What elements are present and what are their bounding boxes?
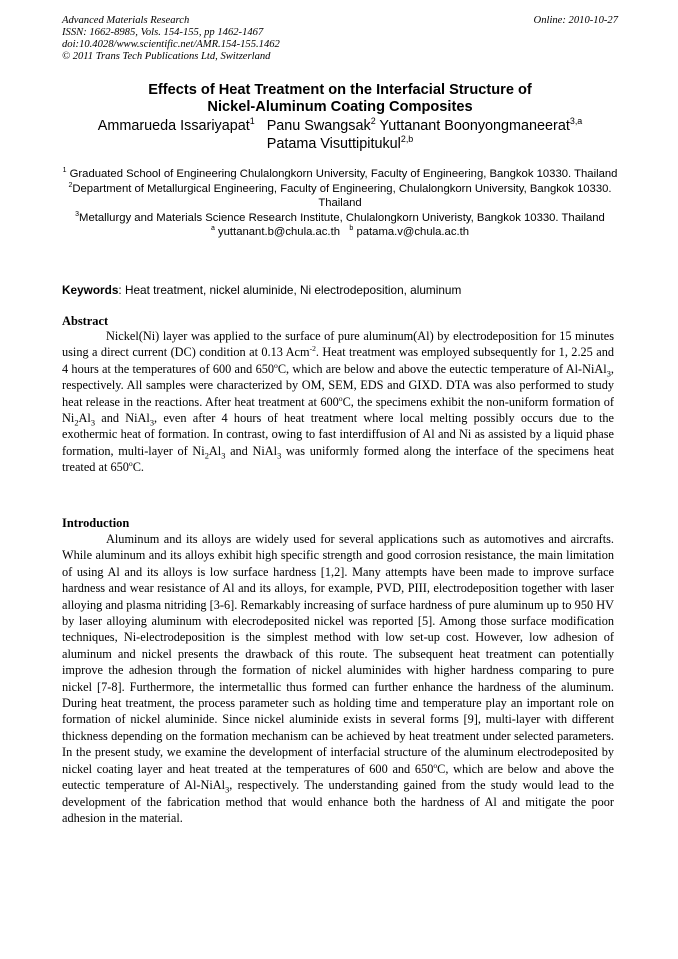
journal-header bbox=[62, 15, 618, 63]
text-run: Aluminum and its alloys are widely used for several applications such as automotives and aircrafts. While aluminum and its alloys exhibit high specific strength and good corrosion resistance, the main limitation of using Al and its alloys is low surface hardness [1,2]. Many attempts have been made to improve surface hardness and wear resistance of Al and its alloys, for example, PVD, PIII, electrodeposition together with laser alloying and plasma nitriding [3-6]. Remarkably increasing of surface hardness of pure aluminum up to 950 HV by laser alloying aluminum with elecrodeposited nickel was reported [5]. Among those surface modification techniques, Ni-electrodeposition is the simplest method with low set-up cost. However, low adhesion of aluminum and nickel presents the drawback of this route. The subsequent heat treatment can potentially improve the adhesion through the formation of nickel aluminides with higher hardness comparing to pure nickel [7-8]. Furthermore, the intermetallic thus formed can further enhance the hardness of the aluminum. During heat treatment, the process parameter such as holding time and temperature play an important role on formation of nickel aluminide. Since nickel aluminide exists in several forms [9], multi-layer with different thickness depending on the formation mechanism can be achieved by heat treatment under selected parameters. In the present study, we examine the development of interfacial structure of the aluminum electrodeposited by nickel coating layer and heat treated at the temperatures of 600 and 650 bbox=[62, 532, 614, 776]
keywords-text: : Heat treatment, nickel aluminide, Ni electrodeposition, aluminum bbox=[118, 283, 462, 297]
text-run: . Heat treatment was employed subsequently for 1, 2.25 and 4 hours at the temperatures of 600 and 650 bbox=[62, 345, 614, 376]
paper-title bbox=[62, 82, 618, 116]
text-run: Al bbox=[208, 443, 222, 458]
text-run: , respectively. All samples were characterized by OM, SEM, EDS and GIXD. DTA was also performed to study heat release in the reactions. After heat treatment at 600 bbox=[62, 361, 614, 409]
affiliation-1 bbox=[62, 167, 618, 182]
text-run: , respectively. The understanding gained from the study would lead to the development of the fabrication method that would enhance both the hardness of Al and mitigate the poor adhesion in the material. bbox=[62, 778, 614, 825]
subscript: 2 bbox=[74, 418, 79, 428]
text-run: Al bbox=[78, 411, 91, 426]
text-run: was uniformly formed along the interface of the specimens heat treated at 650 bbox=[62, 443, 614, 475]
title-line-2: Nickel-Aluminum Coating Composites bbox=[207, 99, 473, 115]
text-run: C, which are below and above the eutectic temperature of Al-NiAl bbox=[62, 761, 614, 793]
affiliation-2 bbox=[62, 182, 618, 211]
text-run: , even after 4 hours of heat treatment where local melting possibly occurs due to the exothermic heat of formation. In contrast, owing to fast interdiffusion of Al and Ni as assisted by a liquid phase formation, multi-layer of Ni bbox=[62, 411, 614, 458]
subscript: 2 bbox=[204, 451, 209, 461]
affiliation-mark: 2 bbox=[68, 181, 73, 189]
title-line-1: Effects of Heat Treatment on the Interfacial Structure of bbox=[148, 82, 532, 98]
subscript: 3 bbox=[606, 369, 611, 379]
email-mark: a bbox=[210, 225, 215, 233]
subscript: 3 bbox=[221, 451, 226, 461]
author-name: Ammarueda Issariyapat bbox=[97, 118, 250, 134]
email-line bbox=[62, 225, 618, 240]
online-date: Online: 2010-10-27 bbox=[533, 15, 618, 26]
copyright-line: © 2011 Trans Tech Publications Ltd, Switzerland bbox=[62, 51, 271, 62]
affiliation-3 bbox=[62, 211, 618, 226]
author-mark: 2 bbox=[370, 116, 376, 127]
journal-name: Advanced Materials Research bbox=[62, 15, 190, 26]
affiliation-text: Graduated School of Engineering Chulalongkorn University, Faculty of Engineering, Bangkok 10330. Thailand bbox=[69, 168, 618, 180]
affiliation-mark: 1 bbox=[62, 167, 67, 175]
text-run: C, which are below and above the eutectic temperature of Al-NiAl bbox=[277, 361, 607, 376]
email-mark: b bbox=[349, 225, 354, 233]
introduction-heading: Introduction bbox=[62, 516, 130, 530]
supscript: o bbox=[338, 393, 343, 403]
keywords-label: Keywords bbox=[62, 283, 119, 297]
supscript: o bbox=[274, 360, 278, 370]
author-mark: 1 bbox=[249, 116, 255, 127]
subscript: 3 bbox=[149, 418, 155, 428]
subscript: 3 bbox=[90, 418, 95, 428]
keywords bbox=[62, 283, 618, 297]
introduction-body bbox=[62, 531, 614, 826]
text-run: C, the specimens exhibit the non-uniform formation of Ni bbox=[62, 394, 614, 426]
supscript: o bbox=[433, 760, 438, 770]
supscript: -2 bbox=[309, 344, 316, 354]
affiliation-text: Metallurgy and Materials Science Research Institute, Chulalongkorn Univeristy, Bangkok 10330. Thailand bbox=[79, 211, 605, 224]
text-run: and NiAl bbox=[225, 443, 278, 458]
author-mark: 2,b bbox=[400, 134, 414, 145]
supscript: o bbox=[128, 459, 133, 469]
author-name: Patama Visuttipitukul bbox=[266, 136, 401, 152]
issn-line: ISSN: 1662-8985, Vols. 154-155, pp 1462-1467 bbox=[62, 27, 264, 38]
affiliation-text: Department of Metallurgical Engineering, Faculty of Engineering, Chulalongkorn University, Bangkok 10330. Thailand bbox=[72, 182, 612, 210]
subscript: 3 bbox=[277, 451, 282, 461]
author-name: Yuttanant Boonyongmaneerat bbox=[379, 118, 570, 134]
abstract-heading: Abstract bbox=[62, 314, 109, 328]
email-b: patama.v@chula.ac.th bbox=[356, 226, 470, 239]
email-a: yuttanant.b@chula.ac.th bbox=[217, 226, 340, 239]
text-run: C. bbox=[132, 460, 145, 475]
subscript: 3 bbox=[225, 785, 230, 795]
doi-line: doi:10.4028/www.scientific.net/AMR.154-155.1462 bbox=[62, 39, 280, 50]
author-list bbox=[62, 117, 618, 153]
author-mark: 3,a bbox=[569, 116, 583, 127]
text-run: and NiAl bbox=[95, 411, 150, 426]
affiliation-mark: 3 bbox=[75, 211, 80, 219]
text-run: Nickel(Ni) layer was applied to the surface of pure aluminum(Al) by electrodeposition for 15 minutes using a direct current (DC) condition at 0.13 Acm bbox=[62, 329, 614, 360]
author-name: Panu Swangsak bbox=[266, 118, 371, 134]
affiliations bbox=[62, 167, 618, 240]
abstract-body bbox=[62, 328, 614, 476]
